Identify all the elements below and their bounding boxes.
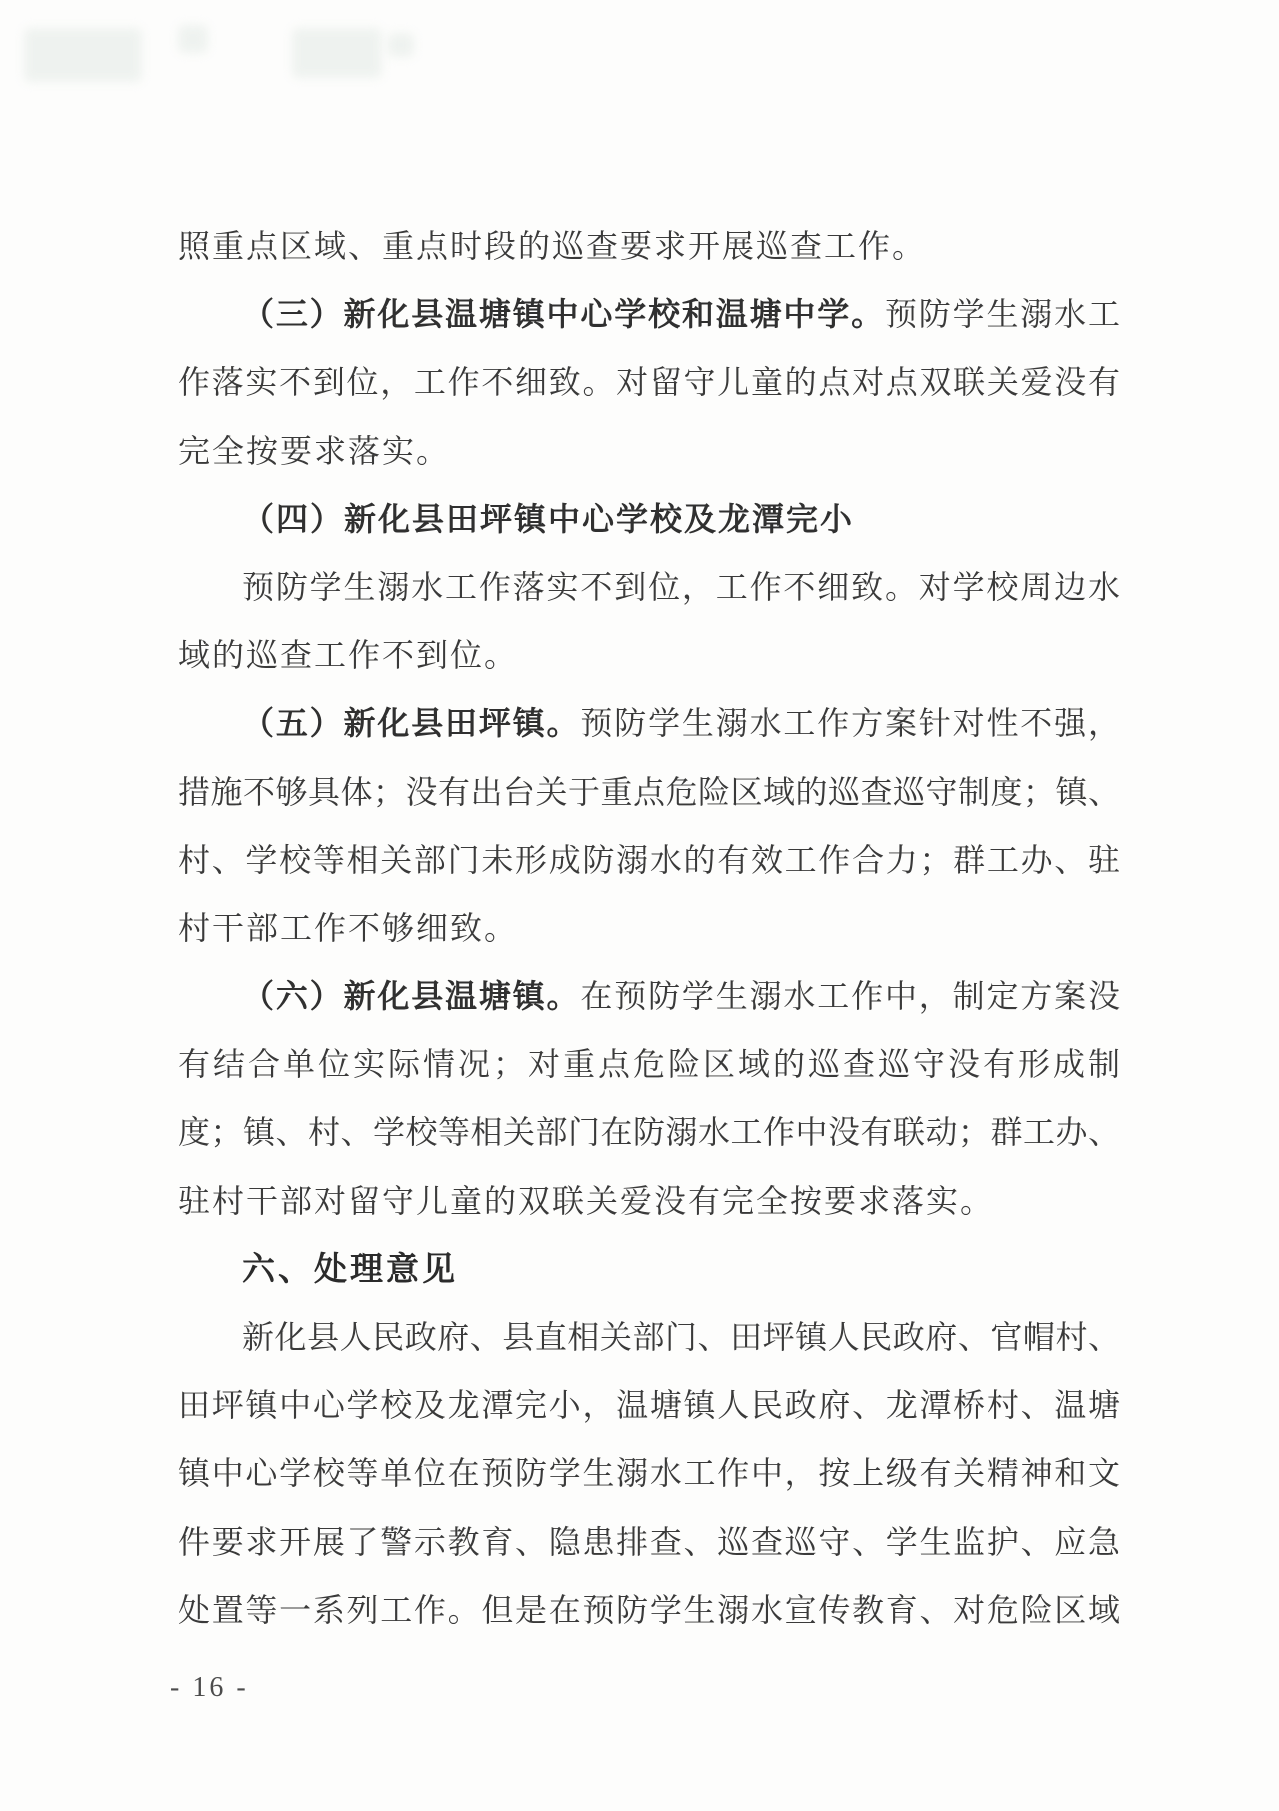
paragraph-line [178, 417, 1120, 485]
paragraph-line [178, 1508, 1120, 1576]
scan-artifact [178, 25, 208, 53]
paragraph-line [178, 553, 1120, 621]
section-heading-text: 六、处理意见 [242, 1249, 458, 1287]
body-text: 措施不够具体；没有出台关于重点危险区域的巡查巡守制度；镇、 [178, 773, 1120, 810]
paragraph-line [178, 485, 1120, 553]
scan-artifact [292, 28, 382, 78]
body-text: 田坪镇中心学校及龙潭完小，温塘镇人民政府、龙潭桥村、温塘 [178, 1387, 1120, 1424]
paragraph-line [178, 826, 1120, 894]
section-heading-6 [178, 1235, 1120, 1303]
page-number: - 16 - [170, 1672, 249, 1703]
document-body [178, 212, 1120, 1644]
paragraph-line [178, 1030, 1120, 1098]
paragraph-line [178, 280, 1120, 348]
paragraph-line [178, 894, 1120, 962]
body-text: 在预防学生溺水工作中，制定方案没 [580, 978, 1120, 1015]
body-text: 照重点区域、重点时段的巡查要求开展巡查工作。 [178, 228, 927, 264]
paragraph-line [178, 348, 1120, 416]
body-text: 镇中心学校等单位在预防学生溺水工作中，按上级有关精神和文 [178, 1455, 1120, 1492]
body-text: 有结合单位实际情况；对重点危险区域的巡查巡守没有形成制 [178, 1046, 1120, 1083]
paragraph-line [178, 1576, 1120, 1644]
subheading-item-5: （五）新化县田坪镇。 [242, 705, 581, 742]
paragraph-line [178, 1098, 1120, 1166]
body-text: 预防学生溺水工作方案针对性不强， [580, 705, 1120, 742]
paragraph-line [178, 689, 1120, 757]
body-text: 预防学生溺水工 [884, 296, 1120, 333]
body-text: 件要求开展了警示教育、隐患排查、巡查巡守、学生监护、应急 [178, 1523, 1120, 1560]
paragraph-line [178, 1439, 1120, 1507]
scan-artifact [388, 33, 414, 57]
paragraph-line [178, 1371, 1120, 1439]
paragraph-line [178, 758, 1120, 826]
paragraph-line [178, 212, 1120, 280]
body-text: 村、学校等相关部门未形成防溺水的有效工作合力；群工办、驻 [178, 841, 1120, 878]
paragraph-line [178, 621, 1120, 689]
body-text: 处置等一系列工作。但是在预防学生溺水宣传教育、对危险区域 [178, 1591, 1120, 1628]
body-text: 预防学生溺水工作落实不到位，工作不细致。对学校周边水 [242, 568, 1120, 605]
subheading-item-4: （四）新化县田坪镇中心学校及龙潭完小 [242, 500, 855, 537]
subheading-item-6: （六）新化县温塘镇。 [242, 978, 581, 1015]
subheading-item-3: （三）新化县温塘镇中心学校和温塘中学。 [242, 296, 885, 333]
body-text: 度；镇、村、学校等相关部门在防溺水工作中没有联动；群工办、 [178, 1114, 1120, 1151]
scan-artifact [24, 28, 142, 82]
body-text: 村干部工作不够细致。 [178, 909, 519, 946]
paragraph-line [178, 962, 1120, 1030]
paragraph-line [178, 1167, 1120, 1235]
body-text: 新化县人民政府、县直相关部门、田坪镇人民政府、官帽村、 [242, 1319, 1120, 1355]
paragraph-line [178, 1303, 1120, 1371]
body-text: 驻村干部对留守儿童的双联关爱没有完全按要求落实。 [178, 1182, 995, 1219]
body-text: 完全按要求落实。 [178, 432, 451, 469]
body-text: 域的巡查工作不到位。 [178, 637, 519, 674]
body-text: 作落实不到位，工作不细致。对留守儿童的点对点双联关爱没有 [178, 364, 1120, 401]
